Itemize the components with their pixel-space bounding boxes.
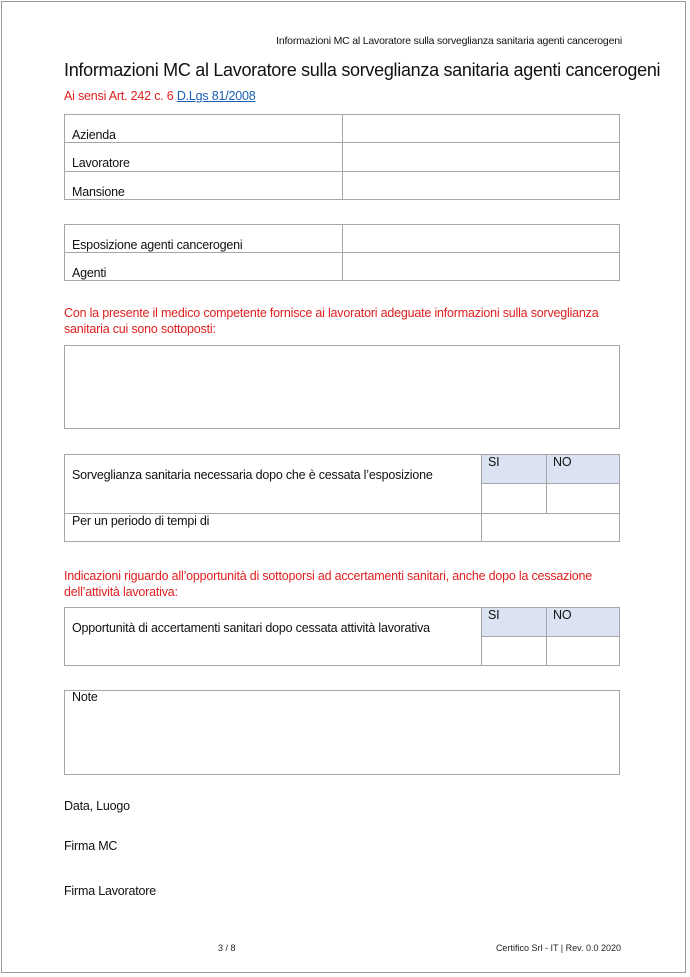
lavoratore-field[interactable] bbox=[343, 143, 619, 171]
surveillance-si-checkbox[interactable] bbox=[482, 484, 546, 513]
running-header: Informazioni MC al Lavoratore sulla sorveglianza sanitaria agenti cancerogeni bbox=[276, 35, 622, 47]
checks-after-work-label: Opportunità di accertamenti sanitari dopo cessata attività lavorativa bbox=[72, 621, 430, 635]
label-esposizione: Esposizione agenti cancerogeni bbox=[72, 238, 243, 252]
azienda-field[interactable] bbox=[343, 115, 619, 142]
label-mansione: Mansione bbox=[72, 185, 125, 199]
si-label-2: SI bbox=[488, 608, 500, 622]
surveillance-no-checkbox[interactable] bbox=[547, 484, 619, 513]
notes-box[interactable] bbox=[64, 690, 620, 775]
label-azienda: Azienda bbox=[72, 128, 116, 142]
si-label: SI bbox=[488, 455, 500, 469]
period-label: Per un periodo di tempi di bbox=[72, 514, 210, 528]
indications-paragraph: Indicazioni riguardo all’opportunità di sottoporsi ad accertamenti sanitari, anche dopo la cessazione dell’attività lavorativa: bbox=[64, 569, 593, 599]
agenti-field[interactable] bbox=[343, 253, 619, 280]
page-number: 3 / 8 bbox=[218, 943, 236, 953]
checks-si-checkbox[interactable] bbox=[482, 637, 546, 665]
no-label: NO bbox=[553, 455, 572, 469]
label-agenti: Agenti bbox=[72, 266, 107, 280]
legal-reference-link[interactable]: D.Lgs 81/2008 bbox=[176, 89, 256, 103]
surveillance-after-exposure-label: Sorveglianza sanitaria necessaria dopo che è cessata l’esposizione bbox=[72, 468, 433, 482]
info-textbox[interactable] bbox=[64, 345, 620, 429]
notes-label: Note bbox=[72, 690, 98, 704]
mc-signature-label: Firma MC bbox=[64, 839, 118, 853]
esposizione-field[interactable] bbox=[343, 225, 619, 252]
mansione-field[interactable] bbox=[343, 172, 619, 199]
legal-reference bbox=[64, 89, 256, 103]
page-title: Informazioni MC al Lavoratore sulla sorveglianza sanitaria agenti cancerogeni bbox=[64, 60, 661, 80]
period-field[interactable] bbox=[482, 514, 619, 541]
no-label-2: NO bbox=[553, 608, 572, 622]
checks-no-checkbox[interactable] bbox=[547, 637, 619, 665]
info-paragraph: Con la presente il medico competente fornisce ai lavoratori adeguate informazioni sulla sorveglianza sanitaria cui sono sottoposti: bbox=[64, 306, 599, 336]
footer-company: Certifico Srl - IT | Rev. 0.0 2020 bbox=[495, 943, 621, 953]
legal-reference-prefix: Ai sensi Art. 242 c. 6 bbox=[64, 89, 177, 103]
worker-signature-label: Firma Lavoratore bbox=[64, 884, 156, 898]
date-place-label: Data, Luogo bbox=[64, 799, 130, 813]
label-lavoratore: Lavoratore bbox=[72, 156, 130, 170]
